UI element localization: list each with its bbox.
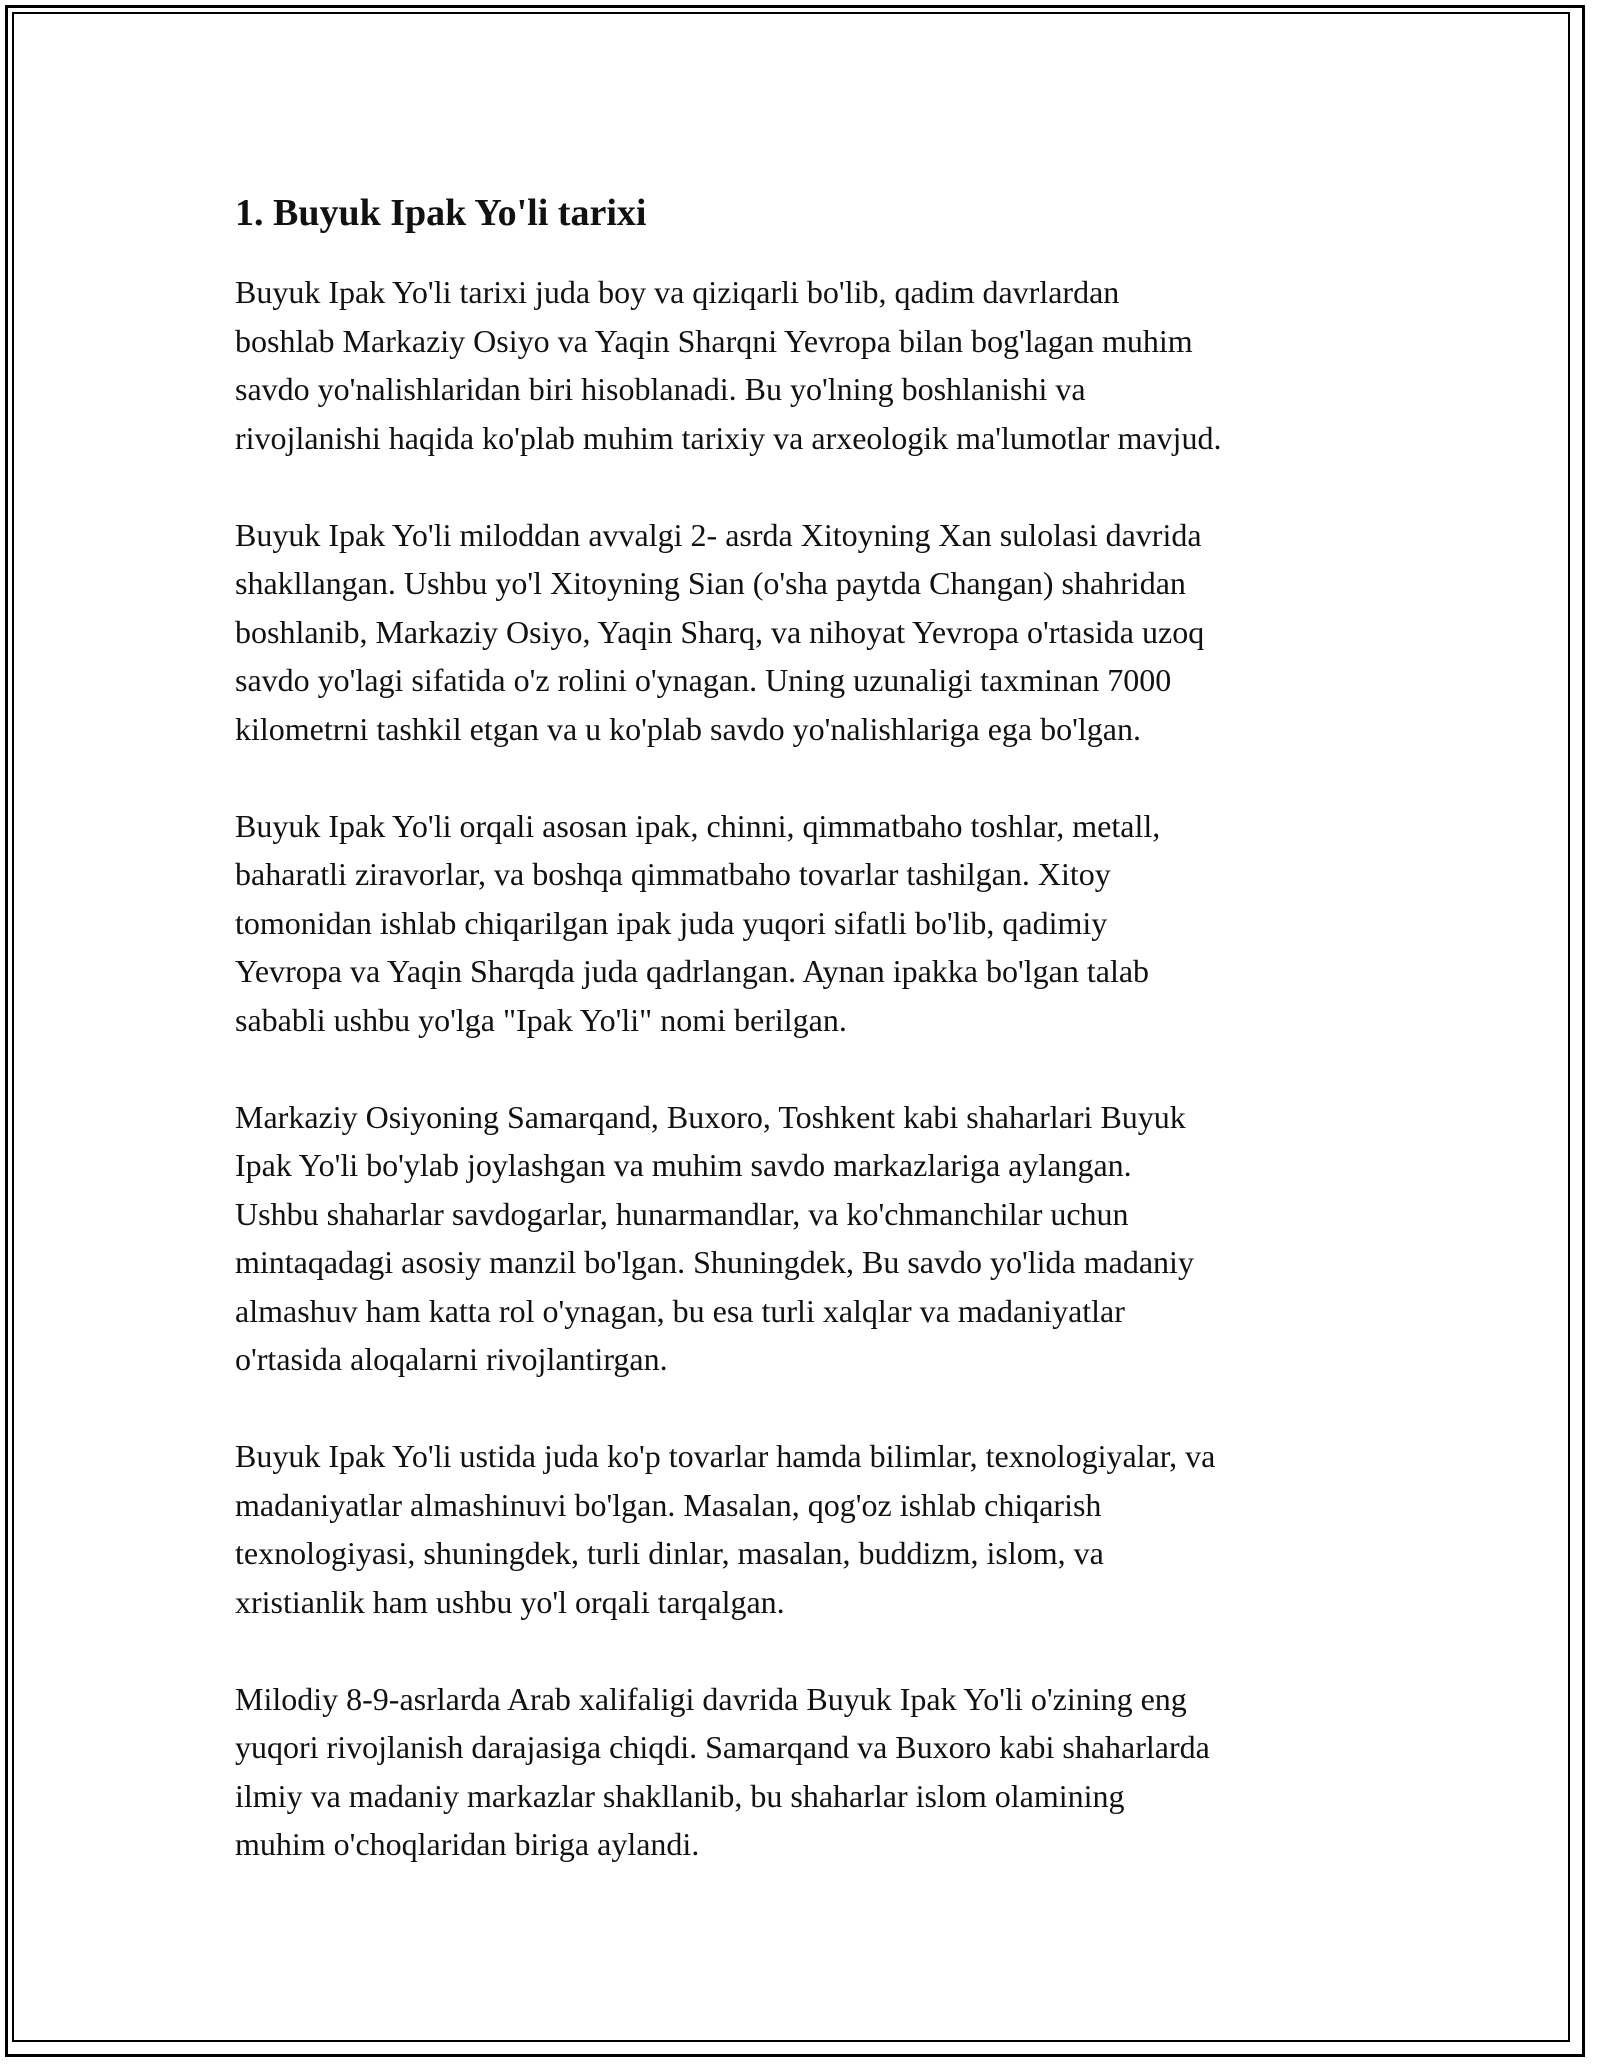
- text-line: o'rtasida aloqalarni rivojlantirgan.: [235, 1341, 668, 1377]
- text-line: yuqori rivojlanish darajasiga chiqdi. Samarqand va Buxoro kabi shaharlarda: [235, 1729, 1210, 1765]
- paragraph-2: [235, 511, 1375, 754]
- text-line: baharatli ziravorlar, va boshqa qimmatbaho tovarlar tashilgan. Xitoy: [235, 856, 1111, 892]
- text-line: savdo yo'lagi sifatida o'z rolini o'ynagan. Uning uzunaligi taxminan 7000: [235, 662, 1172, 698]
- text-line: Ipak Yo'li bo'ylab joylashgan va muhim savdo markazlariga aylangan.: [235, 1147, 1132, 1183]
- text-line: Markaziy Osiyoning Samarqand, Buxoro, Toshkent kabi shaharlari Buyuk: [235, 1098, 1186, 1135]
- text-line: Yevropa va Yaqin Sharqda juda qadrlangan. Aynan ipakka bo'lgan talab: [235, 953, 1150, 989]
- text-line: madaniyatlar almashinuvi bo'lgan. Masalan, qog'oz ishlab chiqarish: [235, 1486, 1102, 1523]
- text-line: boshlab Markaziy Osiyo va Yaqin Sharqni Yevropa bilan bog'lagan muhim: [235, 322, 1193, 359]
- text-line: Ushbu shaharlar savdogarlar, hunarmandlar, va ko'chmanchilar uchun: [235, 1195, 1129, 1232]
- paragraph-4: [235, 1093, 1375, 1384]
- paragraph-5: [235, 1432, 1375, 1626]
- text-line: ilmiy va madaniy markazlar shakllanib, bu shaharlar islom olamining: [235, 1777, 1125, 1814]
- paragraph-3: [235, 802, 1375, 1045]
- text-line: Buyuk Ipak Yo'li tarixi juda boy va qiziqarli bo'lib, qadim davrlardan: [235, 274, 1120, 310]
- text-line: xristianlik ham ushbu yo'l orqali tarqalgan.: [235, 1583, 785, 1620]
- text-line: boshlanib, Markaziy Osiyo, Yaqin Sharq, va nihoyat Yevropa o'rtasida uzoq: [235, 613, 1205, 650]
- text-line: Buyuk Ipak Yo'li ustida juda ko'p tovarlar hamda bilimlar, texnologiyalar, va: [235, 1438, 1216, 1474]
- paragraph-6: [235, 1675, 1375, 1869]
- paragraph-1: [235, 268, 1375, 462]
- text-line: savdo yo'nalishlaridan biri hisoblanadi. Bu yo'lning boshlanishi va: [235, 371, 1086, 407]
- text-line: tomonidan ishlab chiqarilgan ipak juda yuqori sifatli bo'lib, qadimiy: [235, 904, 1108, 941]
- text-line: rivojlanishi haqida ko'plab muhim tarixiy va arxeologik ma'lumotlar mavjud.: [235, 419, 1222, 456]
- text-line: Milodiy 8-9-asrlarda Arab xalifaligi davrida Buyuk Ipak Yo'li o'zining eng: [235, 1680, 1187, 1717]
- text-line: mintaqadagi asosiy manzil bo'lgan. Shuningdek, Bu savdo yo'lida madaniy: [235, 1244, 1194, 1280]
- text-line: kilometrni tashkil etgan va u ko'plab savdo yo'nalishlariga ega bo'lgan.: [235, 710, 1141, 747]
- text-line: shakllangan. Ushbu yo'l Xitoyning Sian (o'sha paytda Changan) shahridan: [235, 565, 1186, 601]
- document-body: [235, 188, 1375, 1917]
- text-line: texnologiyasi, shuningdek, turli dinlar, masalan, buddizm, islom, va: [235, 1535, 1104, 1571]
- text-line: Buyuk Ipak Yo'li miloddan avvalgi 2- asrda Xitoyning Xan sulolasi davrida: [235, 516, 1202, 553]
- text-line: almashuv ham katta rol o'ynagan, bu esa turli xalqlar va madaniyatlar: [235, 1292, 1125, 1329]
- document-title: 1. Buyuk Ipak Yo'li tarixi: [235, 192, 647, 234]
- text-line: Buyuk Ipak Yo'li orqali asosan ipak, chinni, qimmatbaho toshlar, metall,: [235, 807, 1161, 844]
- text-line: sababli ushbu yo'lga "Ipak Yo'li" nomi berilgan.: [235, 1001, 847, 1038]
- text-line: muhim o'choqlaridan biriga aylandi.: [235, 1826, 700, 1862]
